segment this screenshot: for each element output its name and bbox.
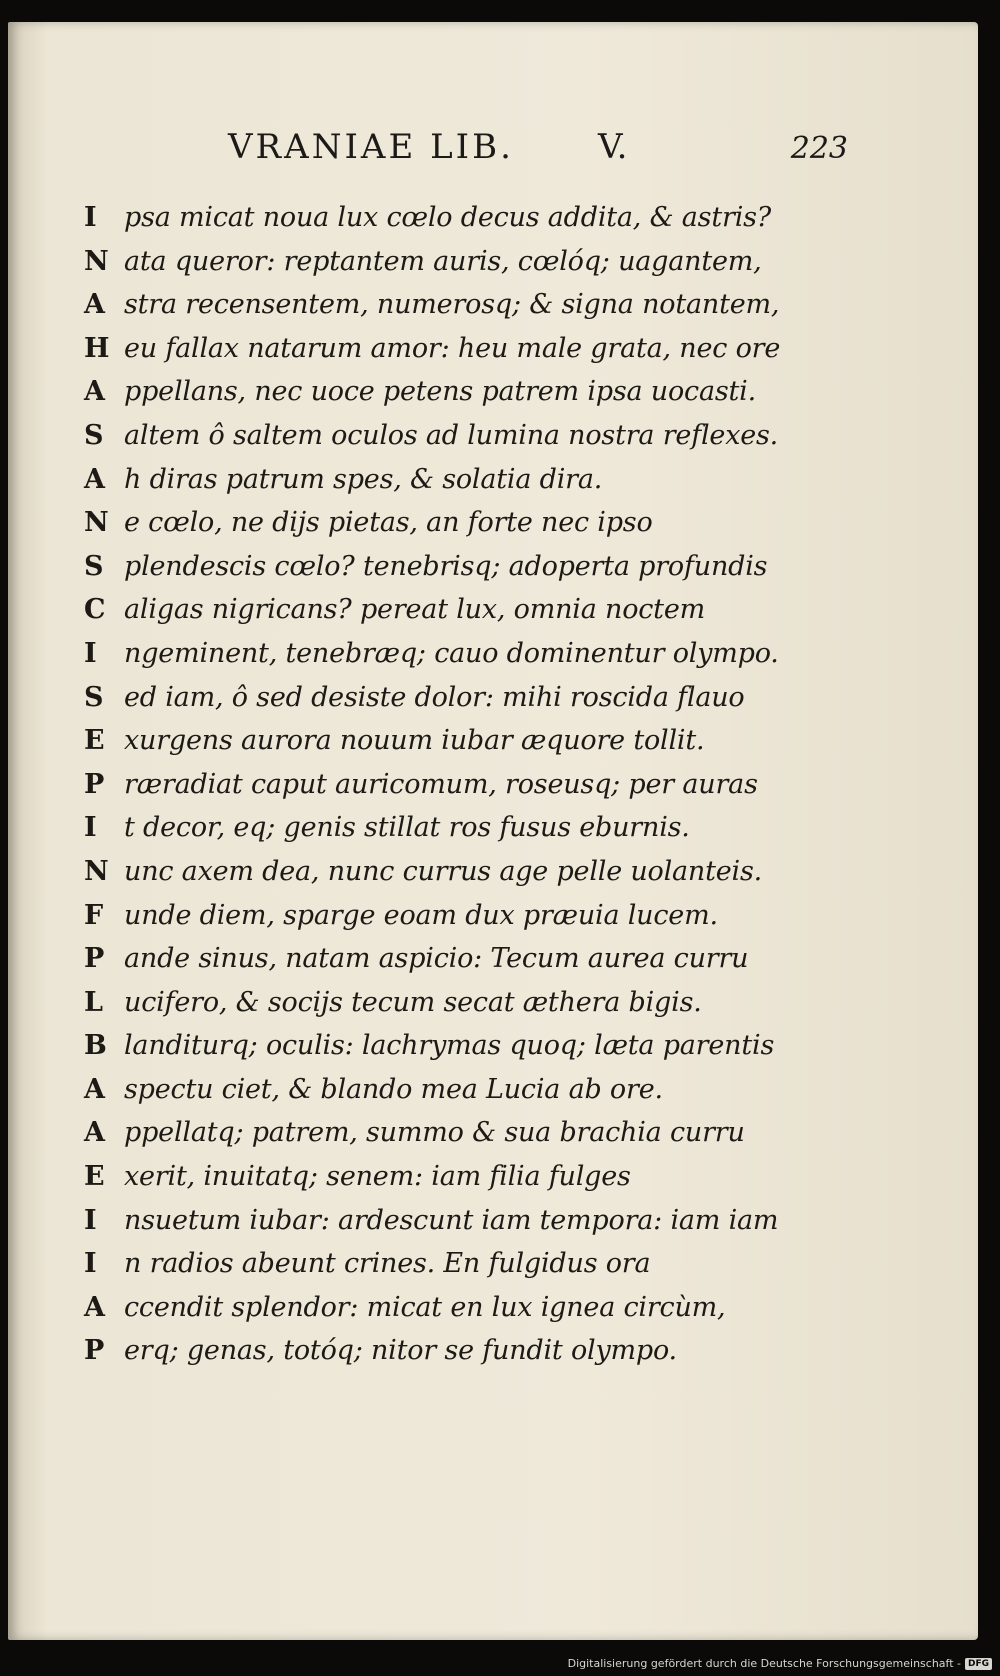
acrostic-initial: S (84, 550, 104, 582)
verse-text: unc axem dea, nunc currus age pelle uolanteis. (124, 855, 763, 887)
acrostic-initial: I (84, 1204, 97, 1236)
verse-line (84, 937, 964, 981)
acrostic-initial: C (84, 594, 106, 626)
acrostic-initial: N (84, 507, 109, 539)
verse-line (84, 196, 964, 240)
book-page (8, 22, 978, 1640)
page-header (228, 127, 848, 177)
verse-text: altem ô saltem oculos ad lumina nostra reflexes. (124, 419, 779, 451)
verse-text: ngeminent, tenebræq; cauo dominentur olympo. (124, 637, 779, 669)
verse-text: spectu ciet, & blando mea Lucia ab ore. (124, 1073, 663, 1105)
verse-text: ræradiat caput auricomum, roseusq; per auras (124, 768, 758, 800)
verse-text: e cœlo, ne dijs pietas, an forte nec ipso (124, 507, 653, 539)
verse-line (84, 1111, 964, 1155)
verse-text: ande sinus, natam aspicio: Tecum aurea curru (124, 943, 749, 975)
verse-text: xerit, inuitatq; senem: iam filia fulges (124, 1161, 631, 1193)
verse-line (84, 1024, 964, 1068)
acrostic-initial: S (84, 419, 104, 451)
verse-text: ata queror: reptantem auris, cœlóq; uagantem, (124, 245, 762, 277)
acrostic-initial: H (84, 332, 110, 364)
verse-line (84, 1155, 964, 1199)
verse-text: xurgens aurora nouum iubar æquore tollit. (124, 725, 705, 757)
verse-text: nsuetum iubar: ardescunt iam tempora: iam iam (124, 1204, 779, 1236)
poem-text (84, 196, 964, 1373)
verse-line (84, 588, 964, 632)
verse-line (84, 414, 964, 458)
page-number: 223 (790, 131, 848, 166)
verse-text: aligas nigricans? pereat lux, omnia noctem (124, 594, 706, 626)
credit-text: Digitalisierung gefördert durch die Deutsche Forschungsgemeinschaft - (567, 1657, 961, 1670)
acrostic-initial: A (84, 1291, 105, 1323)
verse-line (84, 545, 964, 589)
verse-text: ed iam, ô sed desiste dolor: mihi roscida flauo (124, 681, 745, 713)
verse-text: ppellatq; patrem, summo & sua brachia curru (124, 1117, 745, 1149)
verse-text: eu fallax natarum amor: heu male grata, nec ore (124, 332, 781, 364)
acrostic-initial: I (84, 202, 97, 233)
acrostic-initial: E (84, 1161, 105, 1193)
verse-line (84, 1068, 964, 1112)
verse-line (84, 850, 964, 894)
acrostic-initial: I (84, 812, 97, 844)
verse-line (84, 1199, 964, 1243)
verse-text: ppellans, nec uoce petens patrem ipsa uocasti. (124, 376, 756, 408)
verse-line (84, 632, 964, 676)
acrostic-initial: P (84, 1335, 105, 1367)
acrostic-initial: I (84, 637, 97, 669)
digitization-credit (568, 1657, 992, 1670)
acrostic-initial: N (84, 245, 109, 277)
verse-text: ccendit splendor: micat en lux ignea circùm, (124, 1291, 726, 1323)
verse-line (84, 370, 964, 414)
acrostic-initial: A (84, 463, 105, 495)
verse-line (84, 1329, 964, 1373)
verse-text: n radios abeunt crines. En fulgidus ora (124, 1248, 651, 1280)
book-number: V. (598, 127, 628, 167)
verse-text: ucifero, & socijs tecum secat æthera bigis. (124, 986, 702, 1018)
verse-line (84, 894, 964, 938)
verse-text: landiturq; oculis: lachrymas quoq; læta parentis (124, 1030, 775, 1062)
acrostic-initial: L (84, 986, 103, 1018)
verse-line (84, 240, 964, 284)
acrostic-initial: I (84, 1248, 97, 1280)
verse-line (84, 719, 964, 763)
running-title: VRANIAE LIB. (228, 127, 514, 167)
dfg-logo: DFG (965, 1658, 992, 1670)
acrostic-initial: N (84, 855, 109, 887)
acrostic-initial: B (84, 1030, 107, 1062)
acrostic-initial: P (84, 768, 105, 800)
verse-text: unde diem, sparge eoam dux præuia lucem. (124, 899, 718, 931)
verse-line (84, 806, 964, 850)
verse-line (84, 981, 964, 1025)
verse-text: erq; genas, totóq; nitor se fundit olympo. (124, 1335, 677, 1367)
verse-line (84, 458, 964, 502)
acrostic-initial: P (84, 943, 105, 975)
acrostic-initial: S (84, 681, 104, 713)
verse-line (84, 327, 964, 371)
acrostic-initial: A (84, 1117, 105, 1149)
acrostic-initial: E (84, 725, 105, 757)
verse-line (84, 1286, 964, 1330)
acrostic-initial: A (84, 1073, 105, 1105)
verse-line (84, 763, 964, 807)
verse-text: stra recensentem, numerosq; & signa notantem, (124, 289, 780, 321)
verse-line (84, 1242, 964, 1286)
verse-text: t decor, eq; genis stillat ros fusus eburnis. (124, 812, 690, 844)
verse-line (84, 676, 964, 720)
acrostic-initial: A (84, 289, 105, 321)
verse-line (84, 283, 964, 327)
acrostic-initial: A (84, 376, 105, 408)
verse-text: h diras patrum spes, & solatia dira. (124, 463, 603, 495)
acrostic-initial: F (84, 899, 104, 931)
verse-text: psa micat noua lux cœlo decus addita, & astris? (124, 202, 772, 233)
verse-text: plendescis cœlo? tenebrisq; adoperta profundis (124, 550, 768, 582)
verse-line (84, 501, 964, 545)
